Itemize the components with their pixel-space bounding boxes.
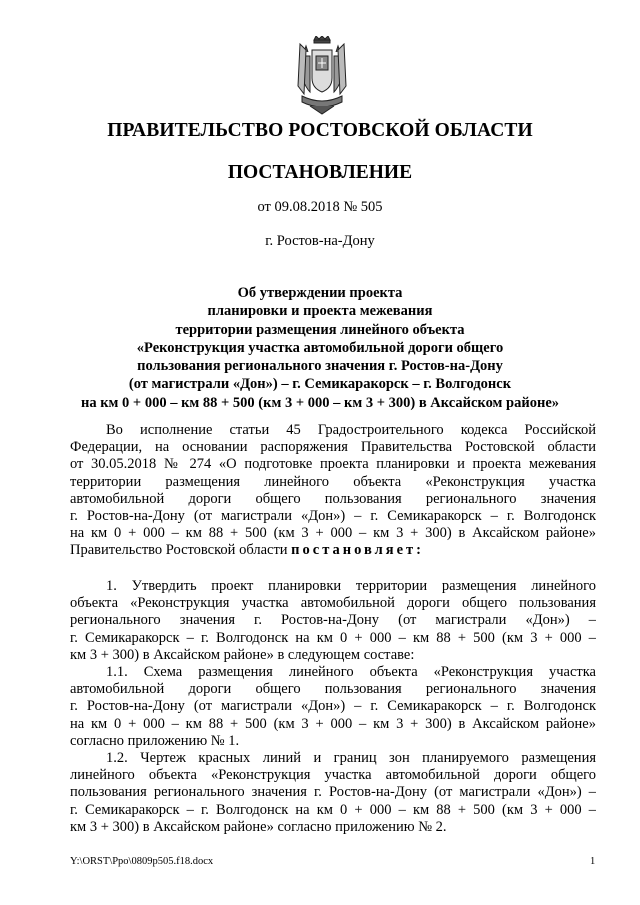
item-1-2-line: г. Семикаракорск – г. Волгодонск на км 0 + 000 – км 88 + 500 (км 3 + 000 – [70,801,596,818]
item-1-1-line: 1.1. Схема размещения линейного объекта «Реконструкция участка [106,664,596,680]
preamble-closing-text: Правительство Ростовской области [70,542,292,559]
subject-line: на км 0 + 000 – км 88 + 500 (км 3 + 000 – км 3 + 300) в Аксайском районе» [80,394,560,411]
item-1-1-paragraph [70,664,596,750]
subject-line: планировки и проекта межевания [207,303,433,320]
item-1-line: км 3 + 300) в Аксайском районе» в следующем составе: [70,646,415,663]
item-1-paragraph [70,578,596,664]
page-number: 1 [590,856,596,867]
item-1-2-line: км 3 + 300) в Аксайском районе» согласно приложению № 2. [70,818,447,835]
document-type-heading: ПОСТАНОВЛЕНИЕ [227,162,413,183]
footer-file-path: Y:\ORST\Ppo\0809p505.f18.docx [70,856,214,867]
preamble-line: Во исполнение статьи 45 Градостроительного кодекса Российской [106,422,596,438]
preamble-line: Федерации, на основании распоряжения Правительства Ростовской области [70,439,596,456]
item-1-line: регионального значения г. Ростов-на-Дону (от магистрали «Дон») – [70,612,596,629]
item-1-1-line: на км 0 + 000 – км 88 + 500 (км 3 + 000 – км 3 + 300) в Аксайском районе» [70,715,596,732]
date-and-number: от 09.08.2018 № 505 [257,199,383,215]
item-1-2-paragraph [70,750,596,836]
preamble-line: г. Ростов-на-Дону (от магистрали «Дон») – г. Семикаракорск – г. Волгодонск [70,507,596,524]
subject-line: (от магистрали «Дон») – г. Семикаракорск – г. Волгодонск [128,376,512,393]
subject-line: «Реконструкция участка автомобильной дороги общего [136,339,504,356]
government-title: ПРАВИТЕЛЬСТВО РОСТОВСКОЙ ОБЛАСТИ [107,120,533,141]
preamble-line [70,542,596,559]
item-1-line: объекта «Реконструкция участка автомобильной дороги общего пользования [70,595,596,612]
city-of-issue: г. Ростов-на-Дону [265,233,375,249]
item-1-1-line: г. Ростов-на-Дону (от магистрали «Дон») – г. Семикаракорск – г. Волгодонск [70,698,596,715]
resolves-word: постановляет: [291,542,425,559]
item-1-line: 1. Утвердить проект планировки территории размещения линейного [106,578,596,594]
preamble-line: на км 0 + 000 – км 88 + 500 (км 3 + 000 – км 3 + 300) в Аксайском районе» [70,525,596,542]
item-1-2-line: линейного объекта «Реконструкция участка автомобильной дороги общего [70,767,596,784]
subject-line: пользования регионального значения г. Ростов-на-Дону [137,358,503,375]
coat-of-arms-emblem [296,36,348,116]
item-1-1-line: согласно приложению № 1. [70,732,240,749]
item-1-2-line: пользования регионального значения г. Ростов-на-Дону (от магистрали «Дон») – [70,784,596,801]
subject-line: Об утверждении проекта [237,285,403,301]
item-1-2-line: 1.2. Чертеж красных линий и границ зон планируемого размещения [106,750,596,766]
preamble-line: от 30.05.2018 № 274 «О подготовке проекта планировки и проекта межевания [70,456,596,473]
preamble-line: территории размещения линейного объекта «Реконструкция участка [70,473,596,490]
preamble-line: автомобильной дороги общего пользования регионального значения [70,490,596,507]
preamble-paragraph [70,422,596,560]
subject-line: территории размещения линейного объекта [175,321,465,338]
item-1-1-line: автомобильной дороги общего пользования регионального значения [70,681,596,698]
item-1-line: г. Семикаракорск – г. Волгодонск на км 0 + 000 – км 88 + 500 (км 3 + 000 – [70,629,596,646]
document-subject [0,284,640,412]
